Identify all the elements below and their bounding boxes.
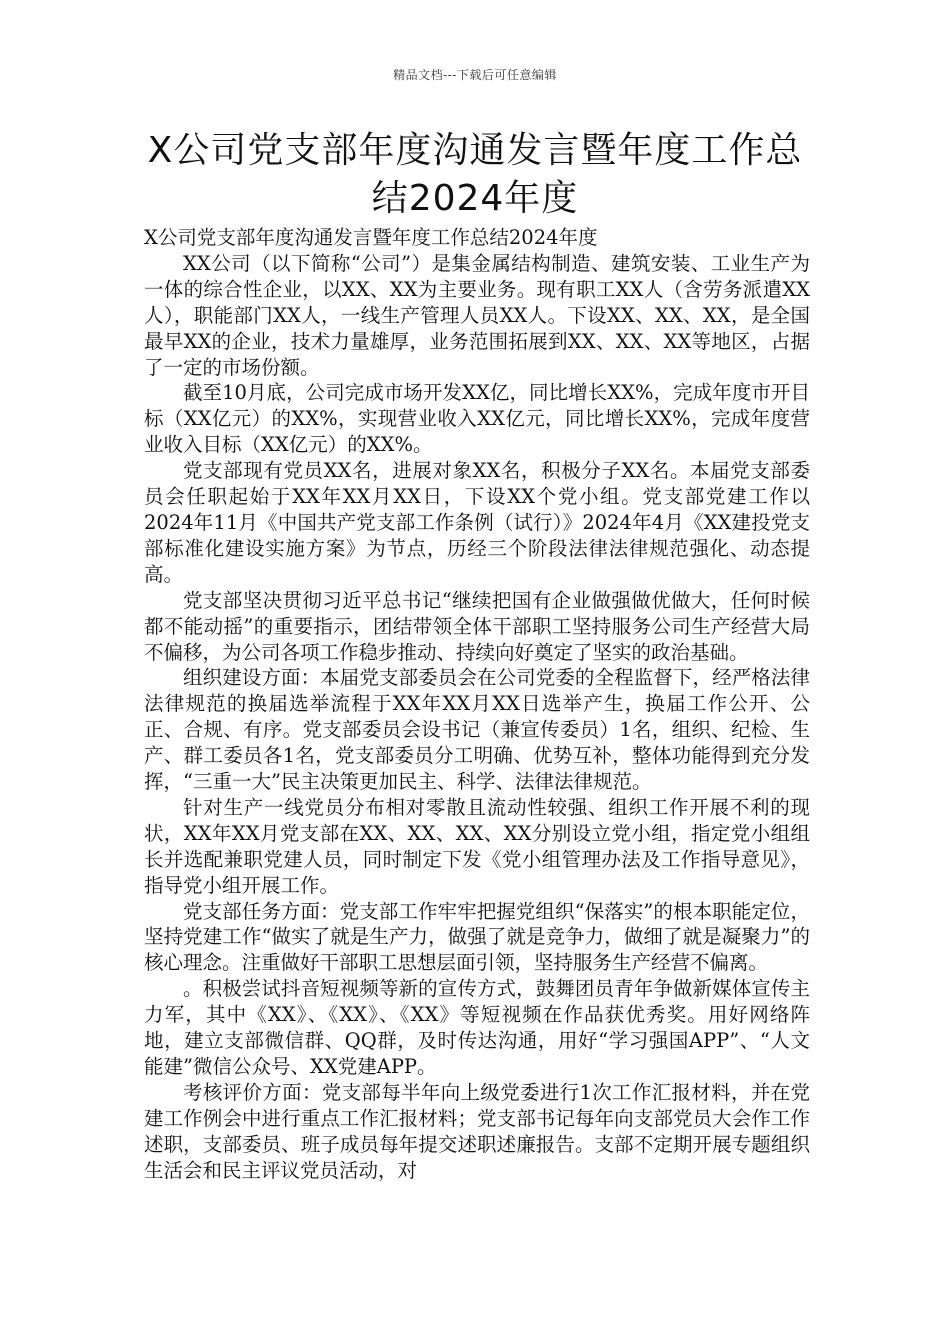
body-paragraph-subtitle: X公司党支部年度沟通发言暨年度工作总结2024年度 [144, 226, 598, 249]
body-paragraph: 组织建设方面：本届党支部委员会在公司党委的全程监督下，经严格法律法律规范的换届选举流程于XX年XX月XX日选举产生，换届工作公开、公正、合规、有序。党支部委员会设书记（兼宣传委员）1名，组织、纪检、生产、群工委员各1名，党支部委员分工明确、优势互补，整体功能得到充分发挥，“三重一大”民主决策更加民主、科学、法律法律规范。 [144, 666, 810, 794]
header-note: 精品文档---下载后可任意编辑 [393, 68, 557, 82]
document-title: X公司党支部年度沟通发言暨年度工作总结2024年度 [147, 130, 803, 219]
body-paragraph: 党支部坚决贯彻习近平总书记“继续把国有企业做强做优做大，任何时候都不能动摇”的重要指示，团结带领全体干部职工坚持服务公司生产经营大局不偏移，为公司各项工作稳步推动、持续向好奠定了坚实的政治基础。 [144, 588, 810, 664]
body-paragraph: 考核评价方面：党支部每半年向上级党委进行1次工作汇报材料，并在党建工作例会中进行重点工作汇报材料；党支部书记每年向支部党员大会作工作述职，支部委员、班子成员每年提交述职述廉报告。支部不定期开展专题组织生活会和民主评议党员活动，对 [144, 1080, 810, 1182]
body-paragraph: 党支部现有党员XX名，进展对象XX名，积极分子XX名。本届党支部委员会任职起始于XX年XX月XX日，下设XX个党小组。党支部党建工作以2024年11月《中国共产党支部工作条例（试行）》2024年4月《XX建投党支部标准化建设实施方案》为节点，历经三个阶段法律法律规范强化、动态提高。 [144, 459, 810, 586]
body-paragraph: 党支部任务方面：党支部工作牢牢把握党组织“保落实”的根本职能定位，坚持党建工作“做实了就是生产力，做强了就是竞争力，做细了就是凝聚力”的核心理念。注重做好干部职工思想层面引领，坚持服务生产经营不偏离。 [144, 899, 810, 975]
body-paragraph: 针对生产一线党员分布相对零散且流动性较强、组织工作开展不利的现状，XX年XX月党支部在XX、XX、XX、XX分别设立党小组，指定党小组组长并选配兼职党建人员，同时制定下发《党小组管理办法及工作指导意见》，指导党小组开展工作。 [144, 795, 810, 897]
body-paragraph: XX公司（以下简称“公司”）是集金属结构制造、建筑安装、工业生产为一体的综合性企业，以XX、XX为主要业务。现有职工XX人（含劳务派遣XX人），职能部门XX人，一线生产管理人员XX人。下设XX、XX、XX，是全国最早XX的企业，技术力量雄厚，业务范围拓展到XX、XX、XX等地区，占据了一定的市场份额。 [144, 251, 810, 379]
body-paragraph: 截至10月底，公司完成市场开发XX亿，同比增长XX%，完成年度市开目标（XX亿元）的XX%，实现营业收入XX亿元，同比增长XX%，完成年度营业收入目标（XX亿元）的XX%。 [144, 381, 810, 457]
document-body [144, 225, 810, 1184]
body-paragraph: 。积极尝试抖音短视频等新的宣传方式，鼓舞团员青年争做新媒体宣传主力军，其中《XX》、《XX》、《XX》等短视频在作品获优秀奖。用好网络阵地，建立支部微信群、QQ群，及时传达沟通，用好“学习强国APP”、“人文能建”微信公众号、XX党建APP。 [144, 977, 810, 1078]
